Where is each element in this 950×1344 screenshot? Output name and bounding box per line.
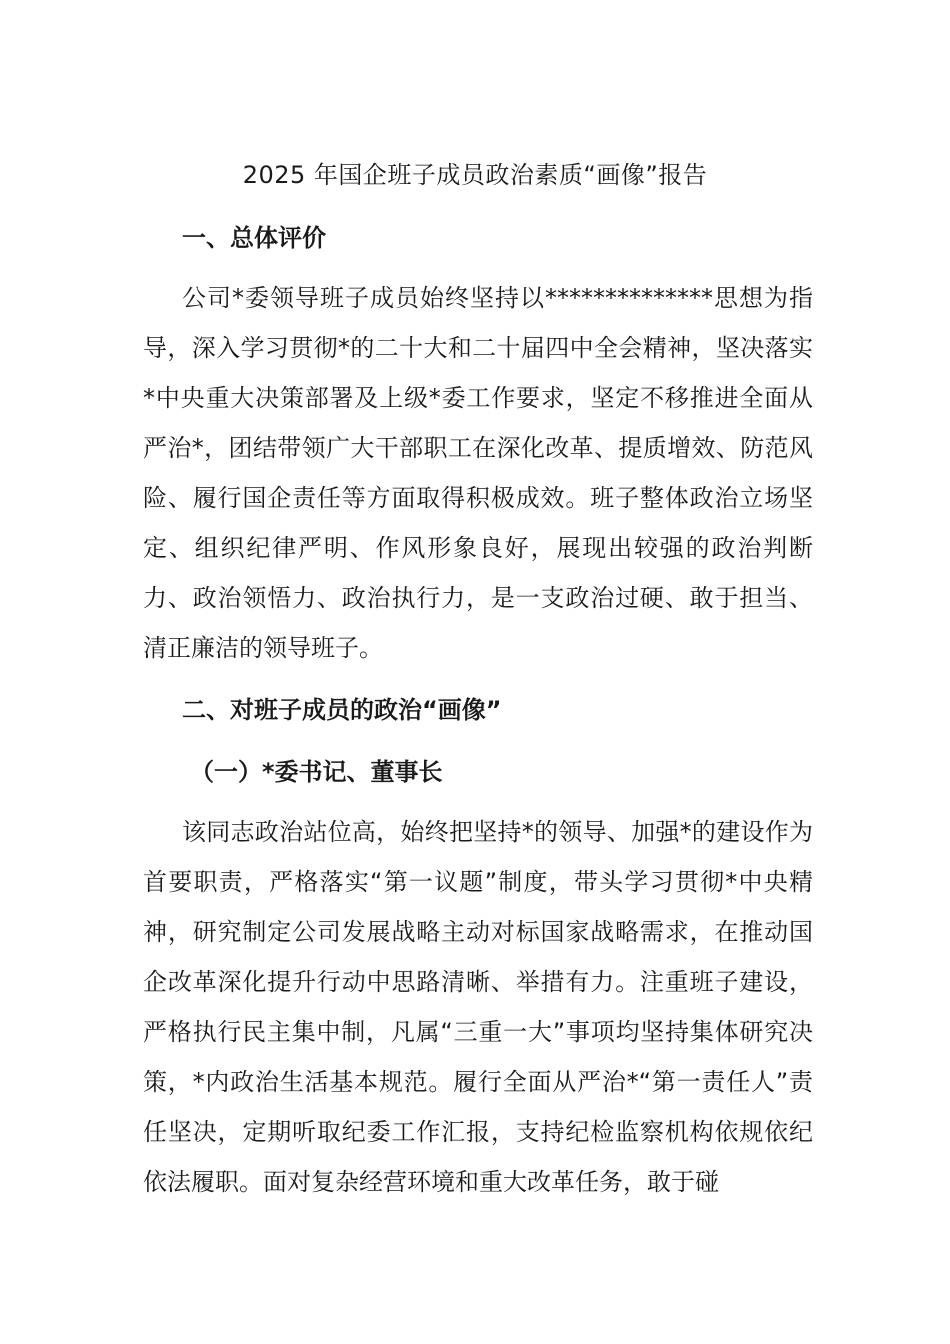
section-paragraph-overall-evaluation: 公司*委领导班子成员始终坚持以**************思想为指导，深入学习贯彻*的二十大和二十届四中全会精神，坚决落实*中央重大决策部署及上级*委工作要求，坚定不移推进全面从严治*，团结带领广大干部职工在深化改革、提质增效、防范风险、履行国企责任等方面取得积极成效。班子整体政治立场坚定、组织纪律严明、作风形象良好，展现出较强的政治判断力、政治领悟力、政治执行力，是一支政治过硬、敢于担当、清正廉洁的领导班子。	[143, 284, 813, 662]
document-title: 2025 年国企班子成员政治素质“画像”报告	[242, 161, 708, 189]
subsection-heading-party-secretary: （一）*委书记、董事长	[190, 758, 443, 786]
subsection-paragraph-party-secretary: 该同志政治站位高，始终把坚持*的领导、加强*的建设作为首要职责，严格落实“第一议题”制度，带头学习贯彻*中央精神，研究制定公司发展战略主动对标国家战略需求，在推动国企改革深化提升行动中思路清晰、举措有力。注重班子建设，严格执行民主集中制，凡属“三重一大”事项均坚持集体研究决策，*内政治生活基本规范。履行全面从严治*“第一责任人”责任坚决，定期听取纪委工作汇报，支持纪检监察机构依规依纪依法履职。面对复杂经营环境和重大改革任务，敢于碰	[143, 818, 813, 1196]
section-heading-member-portraits: 二、对班子成员的政治“画像”	[182, 696, 502, 724]
section-heading-overall-evaluation: 一、总体评价	[182, 224, 326, 252]
